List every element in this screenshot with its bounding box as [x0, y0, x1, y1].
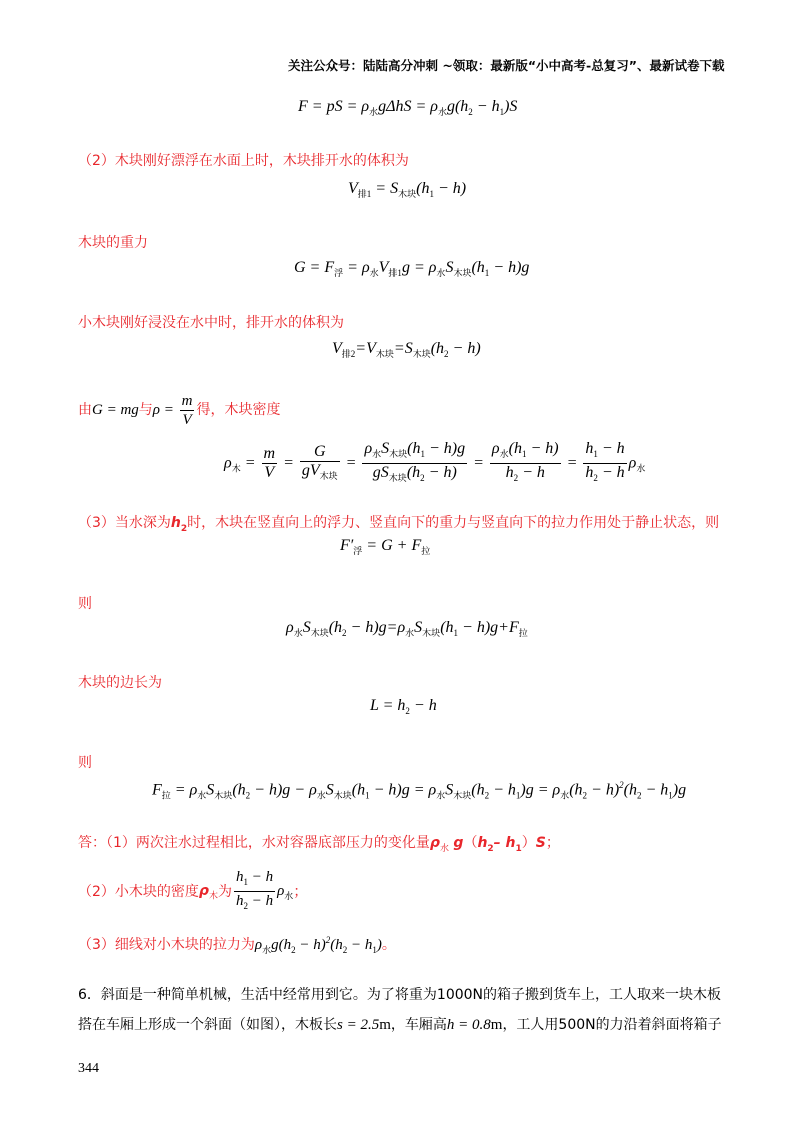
answer-2a: （2）小木块的密度 [78, 883, 199, 900]
question-6b3: ，工人用500N的力沿着斜面将箱子 [502, 1017, 722, 1033]
answer-1-h1: 1 [515, 843, 522, 854]
formula-s-length: s = 2.5m [337, 1017, 391, 1033]
answer-line-3 [78, 934, 396, 956]
formula-g-equals-mg: G = mg [92, 401, 139, 418]
answer-2e: ； [293, 883, 308, 900]
text-line-5a: （3）当水深为 [78, 515, 171, 531]
answer-2-formula: $\frac{h_1 - h}{h_2 - h}$ $\rho_水$ [235, 869, 294, 911]
question-6-line-1: 6．斜面是一种简单机械，生活中经常用到它。为了将重为1000N的箱子搬到货车上，工人取来一块木板 [78, 987, 722, 1003]
symbol-h-subscript: 2 [180, 523, 188, 534]
equation-side-length: $L = h_2 - h$ [370, 697, 437, 717]
answer-1-rho: ρ [429, 835, 440, 851]
text-line-4c: 得，木块密度 [196, 401, 281, 418]
equation-buoyancy-expanded: $\rho_水S_{木块}(h_2 - h)g=\rho_水S_{木块}(h_1 - h)g+F_拉$ [286, 619, 528, 639]
answer-1-h2: 2 [487, 843, 494, 854]
page-header: 关注公众号：陆陆高分冲刺 ~领取：最新版“小中高考-总复习”、最新试卷下载 [288, 58, 725, 73]
formula-rho-m-over-v: ρ = $\frac{m}{V}$ [152, 393, 193, 428]
text-line-2: 木块的重力 [78, 235, 148, 251]
text-line-4 [78, 392, 280, 429]
answer-1a: 答：（1）两次注水过程相比，水对容器底部压力的变化量 [78, 835, 430, 851]
answer-1-paren-close: ） [521, 835, 536, 851]
answer-3-formula: $\rho_水g(h_2 - h)^2(h_2 - h_1)$ [254, 935, 382, 955]
equation-wood-density: $\rho_木$ = $\frac{m}{V}$ = $\frac{G}{gV_{木块}}$ = $\frac{\rho_水S_{木块}(h_1 - h)g}{gS_{木块}(h_2 - h)}$ = $\frac{\rho_水(h_1 - h)}{h_2 - h}$ = $\frac{h_1 - h}{h_2 - h}$ $\rho_水$ [224, 440, 646, 484]
text-line-6: 则 [78, 596, 92, 612]
answer-line-2 [78, 868, 307, 915]
answer-3b: 。 [381, 937, 396, 953]
equation-tension: $F_拉 = \rho_水S_{木块}(h_2 - h)g - \rho_水S_{木块}(h_1 - h)g = \rho_水S_{木块}(h_2 - h_1)g = \rho_水(h_2 - h)^2(h_2 - h_1)g$ [152, 780, 687, 801]
text-line-7: 木块的边长为 [78, 675, 162, 691]
answer-1-end: ； [545, 835, 560, 851]
answer-line-1 [78, 832, 560, 854]
text-line-4b: 与 [138, 401, 153, 418]
answer-1-s: S [535, 835, 546, 851]
text-line-5d: 时，木块在竖直向上的浮力、竖直向下的重力与竖直向下的拉力作用处于静止状态，则 [187, 515, 720, 531]
answer-3a: （3）细线对小木块的拉力为 [78, 937, 255, 953]
answer-1-minus-h: – h [493, 835, 516, 851]
question-6b2: ，车厢高 [390, 1017, 447, 1033]
text-line-1: （2）木块刚好漂浮在水面上时，木块排开水的体积为 [78, 153, 409, 169]
text-line-8: 则 [78, 755, 92, 771]
equation-pressure-force: F = pS = $\rho_水g\Delta hS = \rho_水g(h_2 - h_1)S$ [298, 98, 518, 118]
equation-gravity: $G = F_浮 = \rho_水V_{排1}g = \rho_水S_{木块}(h_1 - h)g$ [294, 259, 530, 279]
text-line-3: 小木块刚好浸没在水中时，排开水的体积为 [78, 315, 344, 331]
equation-force-balance: $F'_浮 = G + F_拉$ [340, 537, 431, 557]
formula-h-height: h = 0.8m [446, 1017, 503, 1033]
text-line-5 [78, 512, 719, 534]
answer-2-rho: ρ [198, 882, 209, 899]
answer-1-g: g [453, 835, 464, 851]
question-6-line-2 [78, 1014, 722, 1034]
equation-v-displaced-2: $V_{排2}=V_{木块}=S_{木块}(h_2 - h)$ [332, 340, 481, 360]
answer-1-rho-sub: 水 [439, 843, 449, 854]
text-line-4a: 由 [78, 401, 92, 418]
answer-1-h: h [477, 835, 488, 851]
symbol-h: h [170, 515, 181, 531]
answer-1-paren-open: （ [463, 835, 478, 851]
equation-v-displaced-1: $V_{排1} = S_{木块}(h_1 - h)$ [348, 180, 467, 200]
question-6b1: 搭在车厢上形成一个斜面（如图），木板长 [78, 1017, 337, 1033]
answer-2d: 为 [217, 883, 232, 900]
answer-2-rho-sub: 木 [208, 891, 218, 902]
page-number: 344 [78, 1061, 99, 1076]
